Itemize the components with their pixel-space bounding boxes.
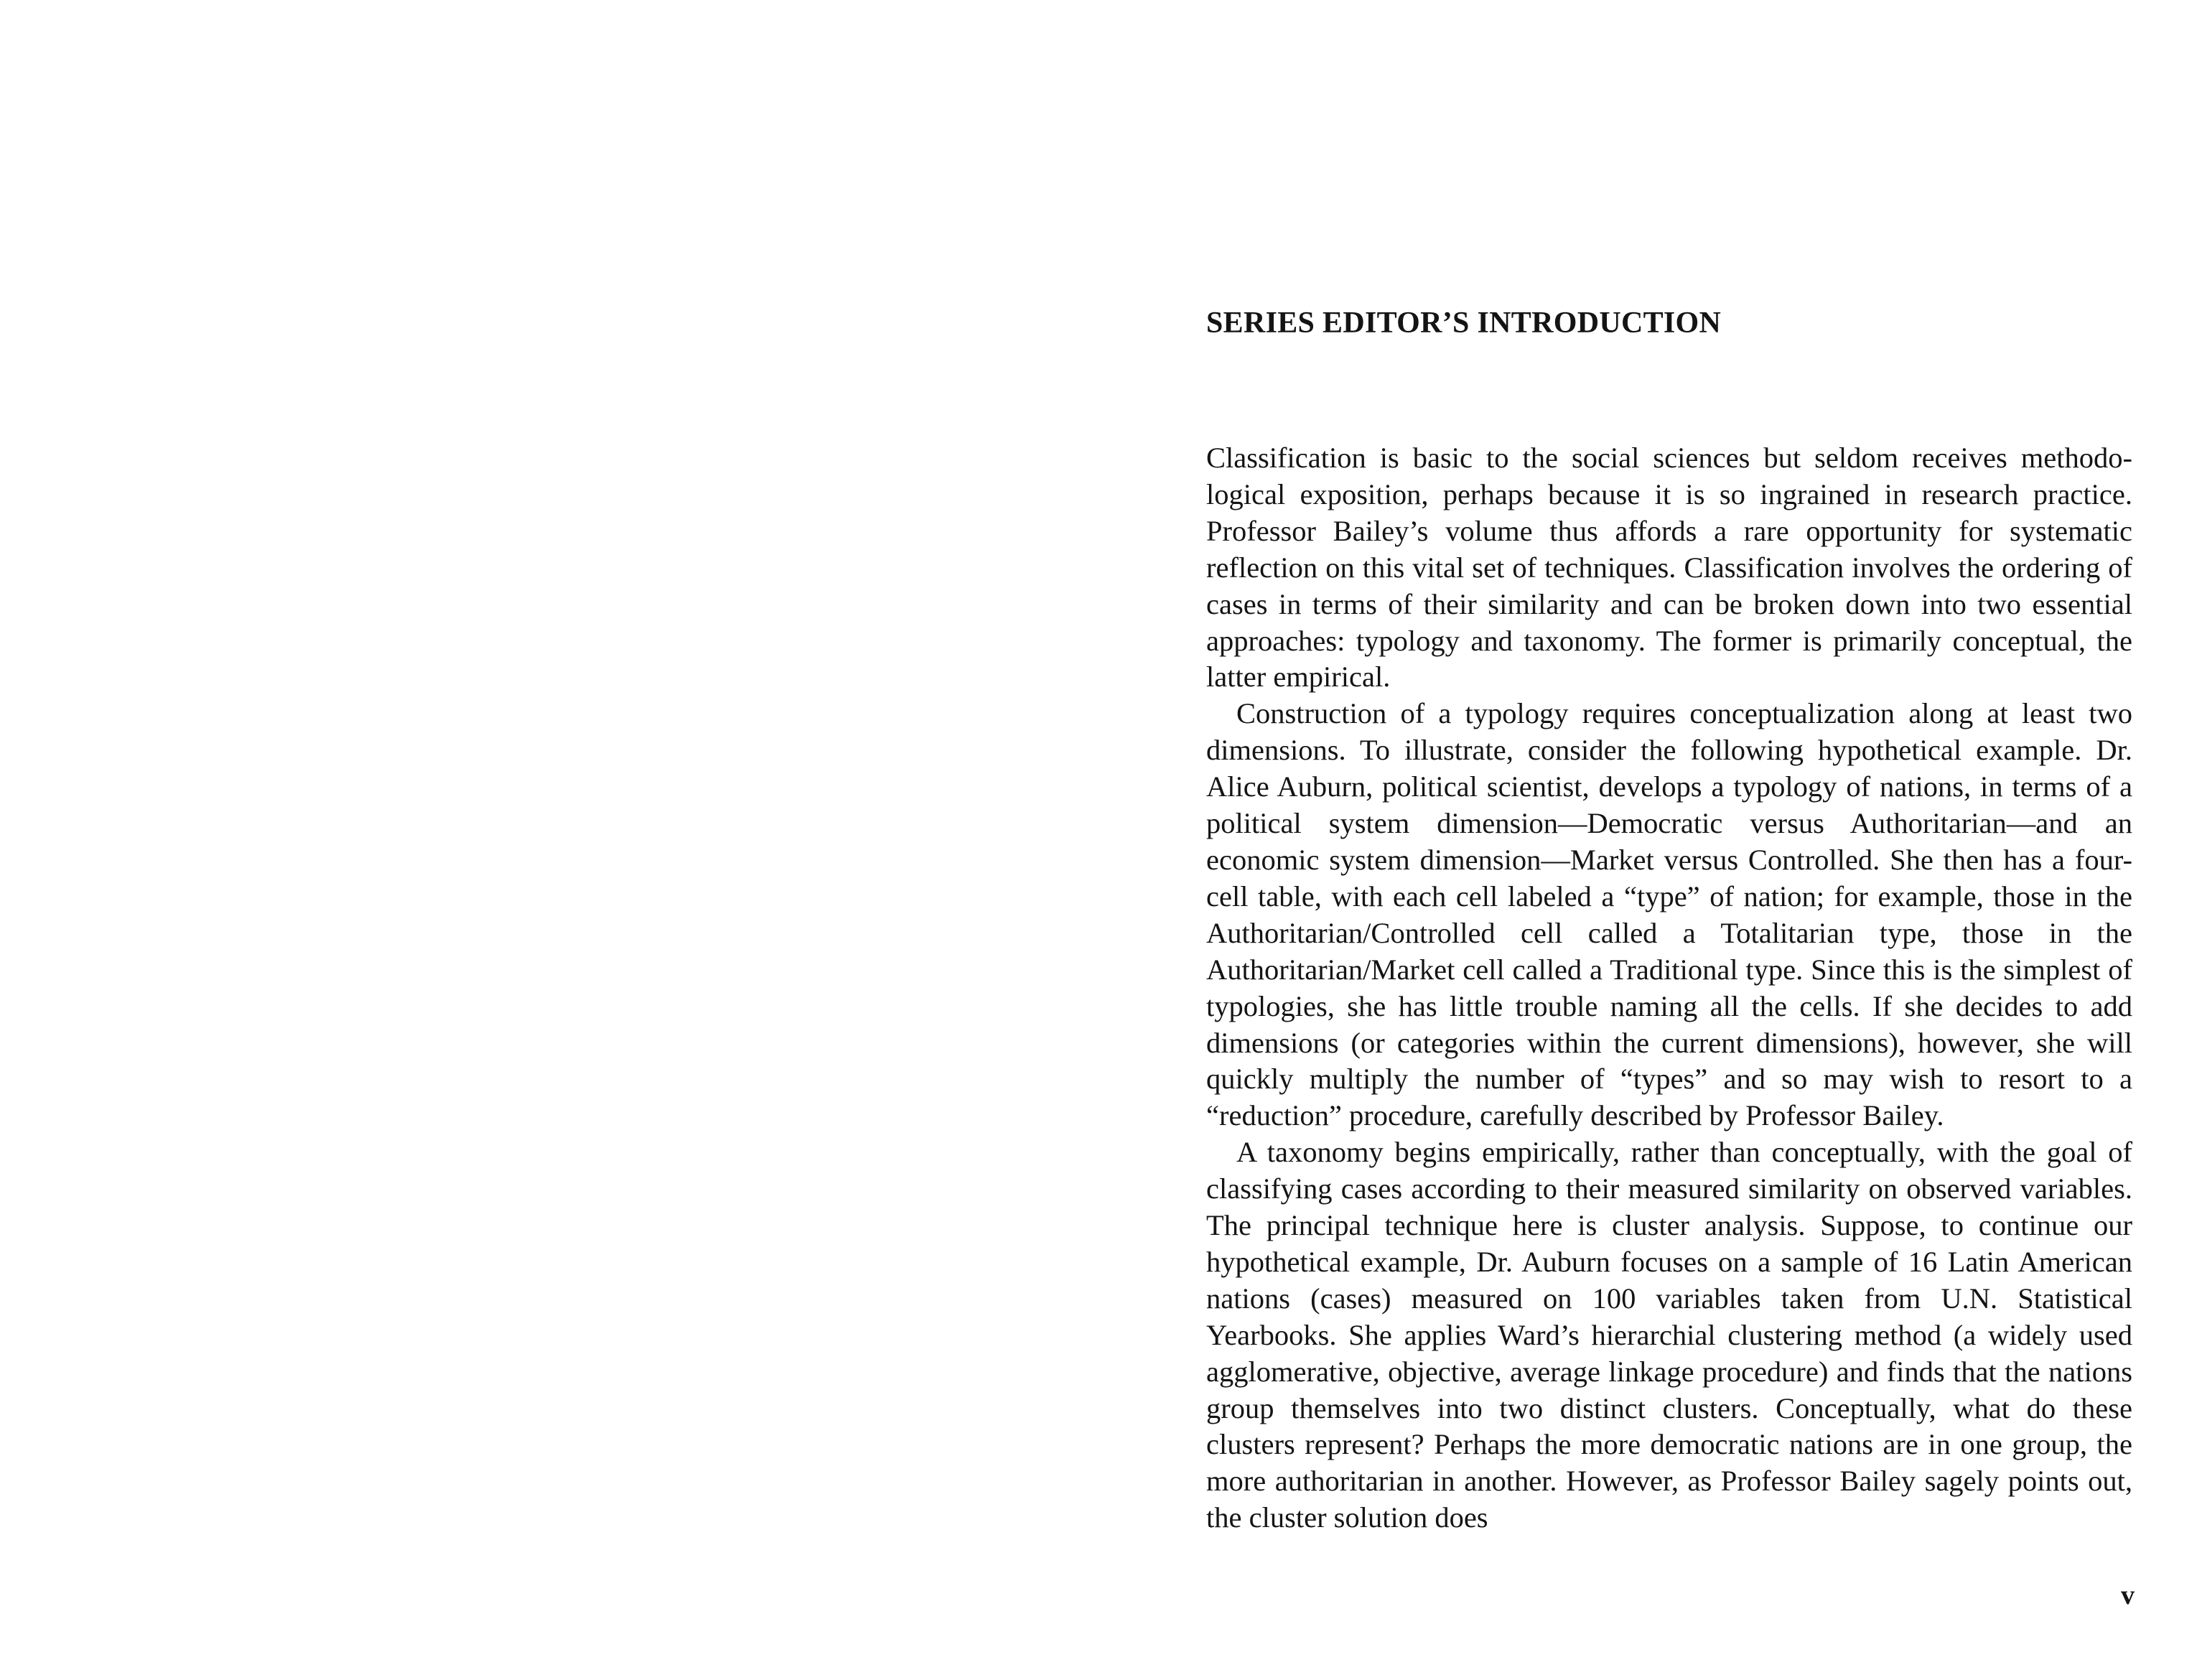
right-page (1098, 0, 2197, 1680)
paragraph-2: Construction of a typology requires conceptualization along at least two dimensions. To illustrate, consider the following hypothetical example. Dr. Alice Auburn, political scientist, develops a typology of nations, in terms of a political system dimension—Democratic versus Authoritarian—and an economic system dimension—Market versus Controlled. She then has a four-cell table, with each cell labeled a “type” of nation; for example, those in the Authoritarian/Controlled cell called a Totalitarian type, those in the Authoritarian/Market cell called a Traditional type. Since this is the simplest of typologies, she has little trouble naming all the cells. If she decides to add dimensions (or categories within the current dimensions), however, she will quickly multiply the number of “types” and so may wish to resort to a “reduction” procedure, carefully described by Professor Bailey. (1206, 697, 2132, 1132)
paragraph-3: A taxonomy begins empirically, rather than conceptually, with the goal of classifying cases according to their measured similarity on observed variables. The principal technique here is cluster analysis. Suppose, to continue our hypothetical example, Dr. Auburn focuses on a sample of 16 Latin American nations (cases) measured on 100 variables taken from U.N. Statistical Yearbooks. She applies Ward’s hierarchial clustering method (a widely used agglomerative, objective, average linkage procedure) and finds that the nations group themselves into two distinct clusters. Conceptually, what do these clusters represent? Perhaps the more democratic nations are in one group, the more authoritarian in another. However, as Professor Bailey sagely points out, the cluster solution does (1206, 1136, 2132, 1534)
page-number: v (2121, 1580, 2135, 1610)
page-title: SERIES EDITOR’S INTRODUCTION (1206, 307, 1722, 340)
blank-left-page (0, 0, 1098, 1680)
paragraph-1: Classification is basic to the social sciences but seldom receives methodological exposition, perhaps because it is so ingrained in research practice. Professor Bailey’s volume thus affords a rare opportunity for systematic reflection on this vital set of techniques. Classification involves the ordering of cases in terms of their similarity and can be broken down into two essential approaches: typology and taxonomy. The former is primarily conceptual, the latter empirical. (1206, 442, 2132, 694)
body-text (1206, 440, 2132, 1536)
